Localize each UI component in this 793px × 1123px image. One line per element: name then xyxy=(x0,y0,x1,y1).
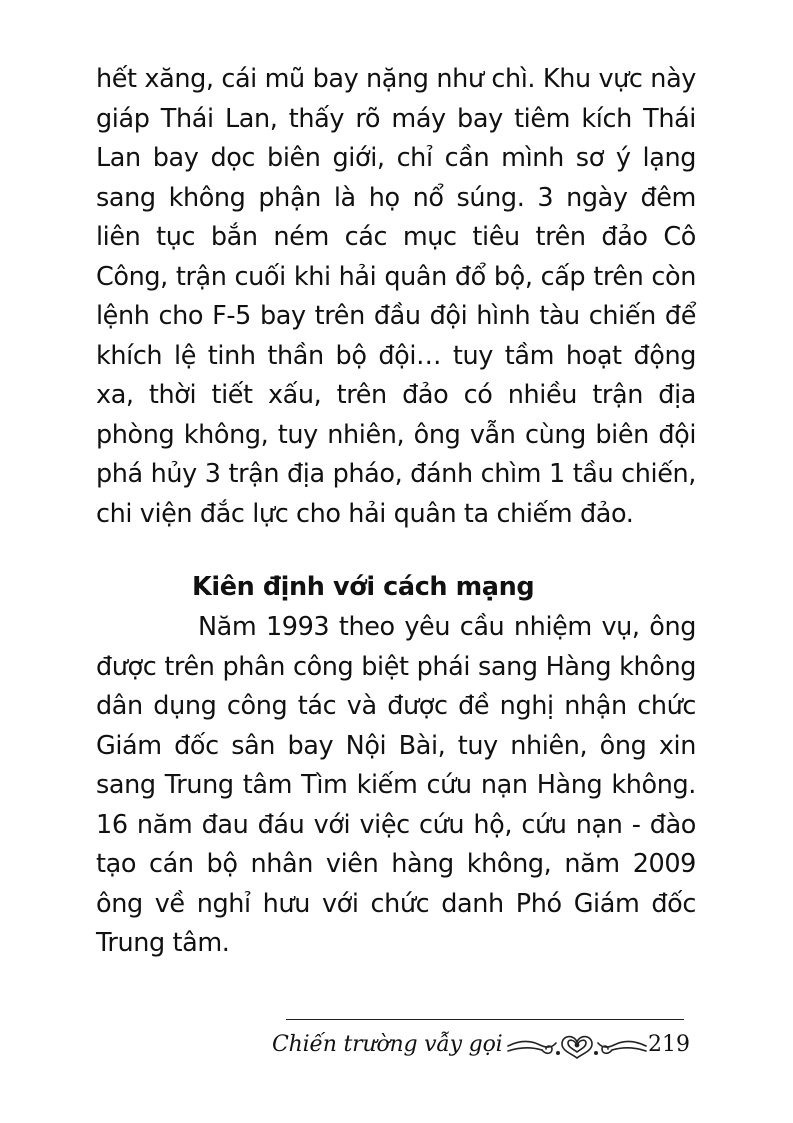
running-footer-title: Chiến trường vẫy gọi xyxy=(272,1032,503,1057)
footer-divider xyxy=(286,1019,684,1020)
section-heading: Kiên định với cách mạng xyxy=(192,572,535,602)
body-paragraph-1: hết xăng, cái mũ bay nặng như chì. Khu vực này giáp Thái Lan, thấy rõ máy bay tiêm kích Thái Lan bay dọc biên giới, chỉ cần mình sơ ý lạng sang không phận là họ nổ súng. 3 ngày đêm liên tục bắn ném các mục tiêu trên đảo Cô Công, trận cuối khi hải quân đổ bộ, cấp trên còn lệnh cho F-5 bay trên đầu đội hình tàu chiến để khích lệ tinh thần bộ đội… tuy tầm hoạt động xa, thời tiết xấu, trên đảo có nhiều trận địa phòng không, tuy nhiên, ông vẫn cùng biên đội phá hủy 3 trận địa pháo, đánh chìm 1 tầu chiến, chi viện đắc lực cho hải quân ta chiếm đảo. xyxy=(96,64,696,529)
page-number: 219 xyxy=(648,1032,690,1057)
scroll-ornament-icon xyxy=(506,1031,648,1059)
body-paragraph-2: Năm 1993 theo yêu cầu nhiệm vụ, ông được trên phân công biệt phái sang Hàng không dân dụng công tác và được đề nghị nhận chức Giám đốc sân bay Nội Bài, tuy nhiên, ông xin sang Trung tâm Tìm kiếm cứu nạn Hàng không. 16 năm đau đáu với việc cứu hộ, cứu nạn - đào tạo cán bộ nhân viên hàng không, năm 2009 ông về nghỉ hưu với chức danh Phó Giám đốc Trung tâm. xyxy=(96,612,696,958)
